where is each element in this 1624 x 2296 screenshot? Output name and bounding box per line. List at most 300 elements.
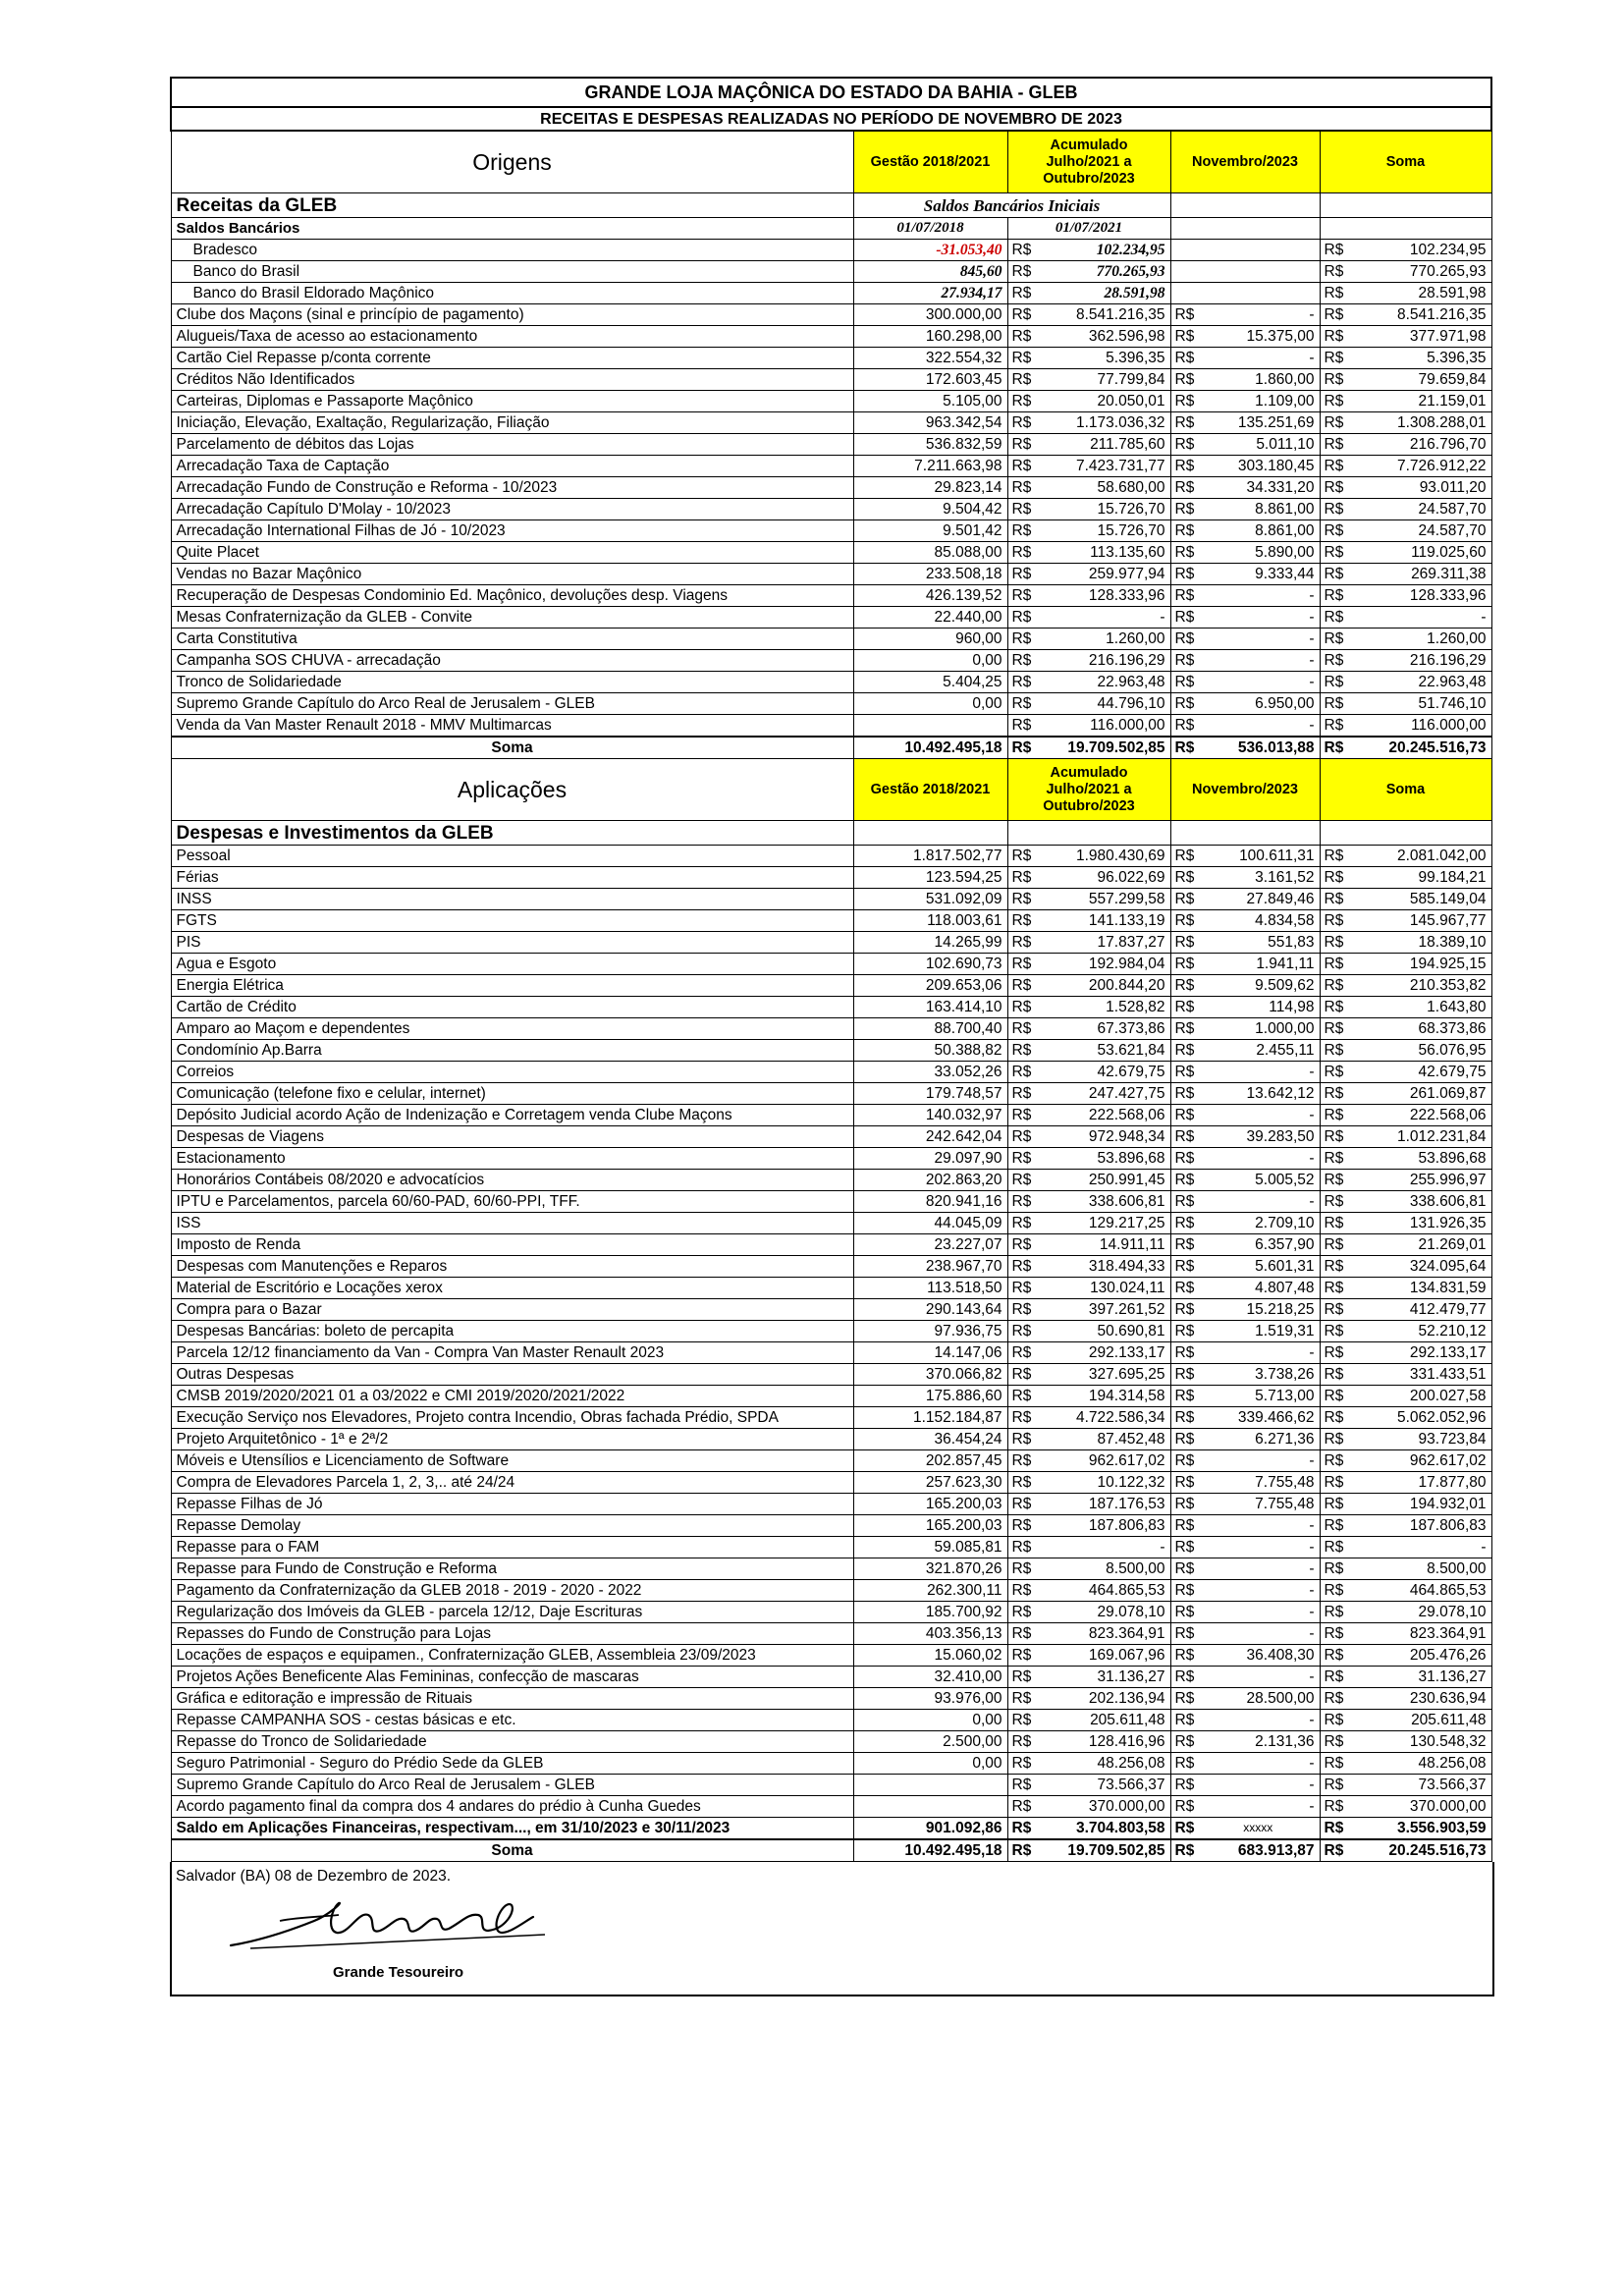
currency-symbol: R$: [1007, 1515, 1034, 1537]
receita-row: [171, 715, 1491, 738]
novembro-value: 39.283,50: [1197, 1126, 1320, 1148]
document-footer: [170, 1862, 1494, 1996]
currency-symbol: R$: [1007, 1537, 1034, 1558]
currency-symbol: R$: [1007, 1170, 1034, 1191]
novembro-value: 6.950,00: [1197, 693, 1320, 715]
soma-value: 51.746,10: [1346, 693, 1491, 715]
currency-symbol: R$: [1170, 1429, 1197, 1450]
gestao-value: 59.085,81: [853, 1537, 1007, 1558]
novembro-value: 9.333,44: [1197, 564, 1320, 585]
currency-symbol: R$: [1007, 1105, 1034, 1126]
novembro-value: -: [1197, 1062, 1320, 1083]
currency-symbol: R$: [1320, 520, 1346, 542]
currency-symbol: R$: [1320, 304, 1346, 326]
soma-value: 102.234,95: [1346, 240, 1491, 261]
currency-symbol: R$: [1320, 1234, 1346, 1256]
gestao-value: -31.053,40: [853, 240, 1007, 261]
currency-symbol: R$: [1320, 1731, 1346, 1753]
novembro-value: -: [1197, 629, 1320, 650]
origens-sum-row: [171, 737, 1491, 759]
acumulado-value: 5.396,35: [1034, 348, 1170, 369]
receita-row: [171, 585, 1491, 607]
signature: [221, 1891, 574, 1960]
currency-symbol: R$: [1170, 1256, 1197, 1278]
row-label: FGTS: [171, 910, 853, 932]
despesa-row: [171, 1213, 1491, 1234]
gestao-value: 1.817.502,77: [853, 846, 1007, 867]
acumulado-value: 53.896,68: [1034, 1148, 1170, 1170]
soma-value: 338.606,81: [1346, 1191, 1491, 1213]
currency-symbol: R$: [1170, 1731, 1197, 1753]
novembro-value: 15.375,00: [1197, 326, 1320, 348]
row-label: Clube dos Maçons (sinal e princípio de pagamento): [171, 304, 853, 326]
row-label: Repasse do Tronco de Solidariedade: [171, 1731, 853, 1753]
financial-statement: [170, 77, 1490, 1862]
novembro-value: 36.408,30: [1197, 1645, 1320, 1667]
soma-value: 119.025,60: [1346, 542, 1491, 564]
novembro-value: -: [1197, 1602, 1320, 1623]
row-label: Soma: [171, 1839, 853, 1862]
gestao-value: 403.356,13: [853, 1623, 1007, 1645]
soma-value: 585.149,04: [1346, 889, 1491, 910]
currency-symbol: R$: [1170, 1083, 1197, 1105]
soma-value: 377.971,98: [1346, 326, 1491, 348]
currency-symbol: R$: [1007, 369, 1034, 391]
soma-value: 1.260,00: [1346, 629, 1491, 650]
soma-value: 5.396,35: [1346, 348, 1491, 369]
currency-symbol: R$: [1320, 1126, 1346, 1148]
currency-symbol: R$: [1320, 1472, 1346, 1494]
gestao-value: 536.832,59: [853, 434, 1007, 456]
currency-symbol: R$: [1007, 607, 1034, 629]
acumulado-value: 362.596,98: [1034, 326, 1170, 348]
gestao-value: 0,00: [853, 693, 1007, 715]
currency-symbol: R$: [1320, 1062, 1346, 1083]
row-label: Arrecadação Capítulo D'Molay - 10/2023: [171, 499, 853, 520]
currency-symbol: R$: [1170, 304, 1197, 326]
currency-symbol: R$: [1320, 1040, 1346, 1062]
gestao-value: 179.748,57: [853, 1083, 1007, 1105]
currency-symbol: R$: [1007, 1234, 1034, 1256]
acumulado-value: 15.726,70: [1034, 499, 1170, 520]
currency-symbol: R$: [1320, 715, 1346, 738]
currency-symbol: R$: [1007, 1818, 1034, 1840]
currency-symbol: R$: [1320, 932, 1346, 954]
receita-row: [171, 499, 1491, 520]
soma-value: 1.643,80: [1346, 997, 1491, 1018]
currency-symbol: R$: [1320, 693, 1346, 715]
acumulado-value: 464.865,53: [1034, 1580, 1170, 1602]
novembro-value: 27.849,46: [1197, 889, 1320, 910]
currency-symbol: R$: [1320, 629, 1346, 650]
row-label: Cartão Ciel Repasse p/conta corrente: [171, 348, 853, 369]
novembro-value: 303.180,45: [1197, 456, 1320, 477]
gestao-value: 32.410,00: [853, 1667, 1007, 1688]
currency-symbol: R$: [1007, 1753, 1034, 1775]
receita-row: [171, 564, 1491, 585]
currency-symbol: R$: [1007, 1256, 1034, 1278]
soma-value: 20.245.516,73: [1346, 1839, 1491, 1862]
soma-value: 99.184,21: [1346, 867, 1491, 889]
soma-value: 770.265,93: [1346, 261, 1491, 283]
row-label: Supremo Grande Capítulo do Arco Real de Jerusalem - GLEB: [171, 1775, 853, 1796]
soma-value: 8.541.216,35: [1346, 304, 1491, 326]
soma-value: 210.353,82: [1346, 975, 1491, 997]
row-label: Repasses do Fundo de Construção para Lojas: [171, 1623, 853, 1645]
soma-value: 73.566,37: [1346, 1775, 1491, 1796]
novembro-value: 1.519,31: [1197, 1321, 1320, 1342]
despesa-row: [171, 1472, 1491, 1494]
currency-symbol: R$: [1007, 1645, 1034, 1667]
bank-row: [171, 240, 1491, 261]
gestao-value: 300.000,00: [853, 304, 1007, 326]
novembro-value: xxxxx: [1197, 1818, 1320, 1840]
row-label: Compra para o Bazar: [171, 1299, 853, 1321]
gestao-value: 36.454,24: [853, 1429, 1007, 1450]
row-label: Regularização dos Imóveis da GLEB - parcela 12/12, Daje Escrituras: [171, 1602, 853, 1623]
novembro-value: 114,98: [1197, 997, 1320, 1018]
despesa-row: [171, 1386, 1491, 1407]
currency-symbol: R$: [1170, 326, 1197, 348]
gestao-value: 321.870,26: [853, 1558, 1007, 1580]
gestao-value: 23.227,07: [853, 1234, 1007, 1256]
currency-symbol: R$: [1170, 1321, 1197, 1342]
soma-value: 18.389,10: [1346, 932, 1491, 954]
currency-symbol: R$: [1007, 1062, 1034, 1083]
acumulado-value: 972.948,34: [1034, 1126, 1170, 1148]
currency-symbol: R$: [1170, 1753, 1197, 1775]
currency-symbol: R$: [1007, 932, 1034, 954]
soma-value: 1.308.288,01: [1346, 412, 1491, 434]
despesa-row: [171, 932, 1491, 954]
currency-symbol: R$: [1007, 1148, 1034, 1170]
row-label: Carteiras, Diplomas e Passaporte Maçônico: [171, 391, 853, 412]
soma-value: 3.556.903,59: [1346, 1818, 1491, 1840]
currency-symbol: R$: [1170, 1105, 1197, 1126]
row-label: Quite Placet: [171, 542, 853, 564]
acumulado-value: 770.265,93: [1034, 261, 1170, 283]
acumulado-value: 14.911,11: [1034, 1234, 1170, 1256]
novembro-value: -: [1197, 607, 1320, 629]
currency-symbol: R$: [1007, 348, 1034, 369]
soma-value: 292.133,17: [1346, 1342, 1491, 1364]
row-label: Repasse Filhas de Jó: [171, 1494, 853, 1515]
acumulado-value: 29.078,10: [1034, 1602, 1170, 1623]
soma-value: 464.865,53: [1346, 1580, 1491, 1602]
despesa-row: [171, 1515, 1491, 1537]
currency-symbol: R$: [1007, 1364, 1034, 1386]
currency-symbol: R$: [1170, 997, 1197, 1018]
gestao-value: 165.200,03: [853, 1494, 1007, 1515]
novembro-value: 28.500,00: [1197, 1688, 1320, 1710]
currency-symbol: R$: [1007, 867, 1034, 889]
currency-symbol: R$: [1007, 1472, 1034, 1494]
acumulado-value: 96.022,69: [1034, 867, 1170, 889]
gestao-value: 44.045,09: [853, 1213, 1007, 1234]
novembro-value: 9.509,62: [1197, 975, 1320, 997]
receita-row: [171, 650, 1491, 672]
row-label: Recuperação de Despesas Condominio Ed. Maçônico, devoluções desp. Viagens: [171, 585, 853, 607]
acumulado-value: 194.314,58: [1034, 1386, 1170, 1407]
currency-symbol: R$: [1007, 1602, 1034, 1623]
acumulado-value: 141.133,19: [1034, 910, 1170, 932]
gestao-value: 10.492.495,18: [853, 1839, 1007, 1862]
receita-row: [171, 520, 1491, 542]
novembro-value: -: [1197, 1796, 1320, 1818]
currency-symbol: R$: [1007, 283, 1034, 304]
gestao-value: 160.298,00: [853, 326, 1007, 348]
despesa-row: [171, 1796, 1491, 1818]
gestao-value: 5.105,00: [853, 391, 1007, 412]
gestao-value: 93.976,00: [853, 1688, 1007, 1710]
currency-symbol: R$: [1007, 997, 1034, 1018]
despesa-row: [171, 1364, 1491, 1386]
despesa-row: [171, 1170, 1491, 1191]
currency-symbol: R$: [1170, 1018, 1197, 1040]
acumulado-value: 19.709.502,85: [1034, 737, 1170, 759]
currency-symbol: R$: [1170, 1494, 1197, 1515]
row-label: Mesas Confraternização da GLEB - Convite: [171, 607, 853, 629]
gestao-value: 209.653,06: [853, 975, 1007, 997]
despesa-row: [171, 1753, 1491, 1775]
col-soma-header: Soma: [1320, 759, 1491, 821]
currency-symbol: R$: [1320, 261, 1346, 283]
currency-symbol: R$: [1170, 585, 1197, 607]
novembro-value: 551,83: [1197, 932, 1320, 954]
novembro-value: 1.109,00: [1197, 391, 1320, 412]
currency-symbol: R$: [1320, 607, 1346, 629]
currency-symbol: R$: [1170, 672, 1197, 693]
acumulado-value: 19.709.502,85: [1034, 1839, 1170, 1862]
currency-symbol: R$: [1007, 1710, 1034, 1731]
currency-symbol: R$: [1170, 1342, 1197, 1364]
currency-symbol: R$: [1007, 520, 1034, 542]
row-label: Despesas Bancárias: boleto de percapita: [171, 1321, 853, 1342]
acumulado-value: -: [1034, 607, 1170, 629]
currency-symbol: R$: [1007, 889, 1034, 910]
saldos-bancarios-label: Saldos Bancários: [171, 218, 853, 240]
acumulado-value: 17.837,27: [1034, 932, 1170, 954]
receita-row: [171, 607, 1491, 629]
novembro-value: -: [1197, 1558, 1320, 1580]
despesa-row: [171, 1148, 1491, 1170]
currency-symbol: R$: [1007, 910, 1034, 932]
currency-symbol: R$: [1170, 412, 1197, 434]
row-label: Repasse para Fundo de Construção e Reforma: [171, 1558, 853, 1580]
currency-symbol: R$: [1007, 1796, 1034, 1818]
row-label: Outras Despesas: [171, 1364, 853, 1386]
date-2018: 01/07/2018: [853, 218, 1007, 240]
acumulado-value: 53.621,84: [1034, 1040, 1170, 1062]
currency-symbol: R$: [1170, 520, 1197, 542]
novembro-value: 5.713,00: [1197, 1386, 1320, 1407]
soma-value: 17.877,80: [1346, 1472, 1491, 1494]
novembro-value: 2.709,10: [1197, 1213, 1320, 1234]
gestao-value: 163.414,10: [853, 997, 1007, 1018]
row-label: Locações de espaços e equipamen., Confraternização GLEB, Assembleia 23/09/2023: [171, 1645, 853, 1667]
despesa-row: [171, 997, 1491, 1018]
despesa-row: [171, 1688, 1491, 1710]
novembro-value: -: [1197, 715, 1320, 738]
acumulado-value: 7.423.731,77: [1034, 456, 1170, 477]
despesa-row: [171, 1040, 1491, 1062]
currency-symbol: R$: [1170, 1386, 1197, 1407]
soma-value: 261.069,87: [1346, 1083, 1491, 1105]
novembro-value: 34.331,20: [1197, 477, 1320, 499]
col-gestao-header: Gestão 2018/2021: [853, 131, 1007, 193]
currency-symbol: R$: [1320, 1558, 1346, 1580]
row-label: Iniciação, Elevação, Exaltação, Regularização, Filiação: [171, 412, 853, 434]
col-soma-header: Soma: [1320, 131, 1491, 193]
gestao-value: 426.139,52: [853, 585, 1007, 607]
despesa-row: [171, 1234, 1491, 1256]
acumulado-value: 557.299,58: [1034, 889, 1170, 910]
receita-row: [171, 477, 1491, 499]
soma-value: 5.062.052,96: [1346, 1407, 1491, 1429]
novembro-value: 4.807,48: [1197, 1278, 1320, 1299]
soma-value: 194.932,01: [1346, 1494, 1491, 1515]
receita-row: [171, 326, 1491, 348]
row-label: Banco do Brasil Eldorado Maçônico: [171, 283, 853, 304]
currency-symbol: R$: [1320, 1580, 1346, 1602]
receita-row: [171, 542, 1491, 564]
soma-value: 216.196,29: [1346, 650, 1491, 672]
acumulado-value: 211.785,60: [1034, 434, 1170, 456]
acumulado-value: 259.977,94: [1034, 564, 1170, 585]
despesa-row: [171, 1775, 1491, 1796]
novembro-value: 5.890,00: [1197, 542, 1320, 564]
currency-symbol: R$: [1170, 1191, 1197, 1213]
novembro-value: 5.005,52: [1197, 1170, 1320, 1191]
novembro-value: -: [1197, 585, 1320, 607]
soma-value: 56.076,95: [1346, 1040, 1491, 1062]
currency-symbol: R$: [1007, 650, 1034, 672]
currency-symbol: R$: [1007, 477, 1034, 499]
soma-value: 269.311,38: [1346, 564, 1491, 585]
soma-value: -: [1346, 607, 1491, 629]
currency-symbol: R$: [1007, 1213, 1034, 1234]
currency-symbol: R$: [1320, 1407, 1346, 1429]
soma-value: 194.925,15: [1346, 954, 1491, 975]
currency-symbol: R$: [1007, 737, 1034, 759]
currency-symbol: R$: [1170, 564, 1197, 585]
currency-symbol: R$: [1320, 326, 1346, 348]
currency-symbol: R$: [1007, 954, 1034, 975]
empty-cell: [1170, 240, 1320, 261]
currency-symbol: R$: [1007, 975, 1034, 997]
currency-symbol: R$: [1007, 564, 1034, 585]
receita-row: [171, 304, 1491, 326]
currency-symbol: R$: [1320, 434, 1346, 456]
gestao-value: 7.211.663,98: [853, 456, 1007, 477]
novembro-value: 339.466,62: [1197, 1407, 1320, 1429]
currency-symbol: R$: [1170, 1580, 1197, 1602]
currency-symbol: R$: [1170, 1710, 1197, 1731]
soma-value: 21.269,01: [1346, 1234, 1491, 1256]
currency-symbol: R$: [1170, 456, 1197, 477]
row-label: Venda da Van Master Renault 2018 - MMV Multimarcas: [171, 715, 853, 738]
acumulado-value: 113.135,60: [1034, 542, 1170, 564]
currency-symbol: R$: [1170, 477, 1197, 499]
row-label: Arrecadação International Filhas de Jó - 10/2023: [171, 520, 853, 542]
currency-symbol: R$: [1320, 1018, 1346, 1040]
gestao-value: 290.143,64: [853, 1299, 1007, 1321]
currency-symbol: R$: [1170, 1602, 1197, 1623]
currency-symbol: R$: [1170, 737, 1197, 759]
currency-symbol: R$: [1320, 1515, 1346, 1537]
despesa-row: [171, 1126, 1491, 1148]
novembro-value: 7.755,48: [1197, 1472, 1320, 1494]
signatory-role: Grande Tesoureiro: [333, 1964, 464, 1981]
acumulado-value: 67.373,86: [1034, 1018, 1170, 1040]
col-gestao-header: Gestão 2018/2021: [853, 759, 1007, 821]
acumulado-value: 31.136,27: [1034, 1667, 1170, 1688]
acumulado-value: 222.568,06: [1034, 1105, 1170, 1126]
currency-symbol: R$: [1007, 1494, 1034, 1515]
currency-symbol: R$: [1007, 1688, 1034, 1710]
saldo-aplicacoes-row: [171, 1818, 1491, 1840]
acumulado-value: 87.452,48: [1034, 1429, 1170, 1450]
currency-symbol: R$: [1007, 1407, 1034, 1429]
currency-symbol: R$: [1320, 1602, 1346, 1623]
despesa-row: [171, 1407, 1491, 1429]
row-label: Repasse CAMPANHA SOS - cestas básicas e etc.: [171, 1710, 853, 1731]
document-subtitle: RECEITAS E DESPESAS REALIZADAS NO PERÍODO DE NOVEMBRO DE 2023: [171, 107, 1491, 131]
soma-value: 230.636,94: [1346, 1688, 1491, 1710]
row-label: ISS: [171, 1213, 853, 1234]
novembro-value: -: [1197, 1753, 1320, 1775]
despesa-row: [171, 1278, 1491, 1299]
currency-symbol: R$: [1007, 240, 1034, 261]
currency-symbol: R$: [1007, 326, 1034, 348]
currency-symbol: R$: [1170, 693, 1197, 715]
gestao-value: 202.857,45: [853, 1450, 1007, 1472]
soma-value: 93.011,20: [1346, 477, 1491, 499]
currency-symbol: R$: [1320, 1429, 1346, 1450]
currency-symbol: R$: [1007, 261, 1034, 283]
gestao-value: 257.623,30: [853, 1472, 1007, 1494]
gestao-value: [853, 715, 1007, 738]
acumulado-value: 3.704.803,58: [1034, 1818, 1170, 1840]
acumulado-value: 28.591,98: [1034, 283, 1170, 304]
gestao-value: 113.518,50: [853, 1278, 1007, 1299]
soma-value: 79.659,84: [1346, 369, 1491, 391]
row-label: Energia Elétrica: [171, 975, 853, 997]
despesa-row: [171, 1537, 1491, 1558]
currency-symbol: R$: [1320, 1667, 1346, 1688]
despesa-row: [171, 1558, 1491, 1580]
currency-symbol: R$: [1007, 1126, 1034, 1148]
currency-symbol: R$: [1170, 1667, 1197, 1688]
row-label: Acordo pagamento final da compra dos 4 andares do prédio à Cunha Guedes: [171, 1796, 853, 1818]
soma-value: 31.136,27: [1346, 1667, 1491, 1688]
novembro-value: -: [1197, 1623, 1320, 1645]
row-label: Amparo ao Maçom e dependentes: [171, 1018, 853, 1040]
row-label: Arrecadação Fundo de Construção e Reforma - 10/2023: [171, 477, 853, 499]
novembro-value: 4.834,58: [1197, 910, 1320, 932]
acumulado-value: 1.173.036,32: [1034, 412, 1170, 434]
currency-symbol: R$: [1007, 1342, 1034, 1364]
soma-value: 52.210,12: [1346, 1321, 1491, 1342]
row-label: Parcela 12/12 financiamento da Van - Compra Van Master Renault 2023: [171, 1342, 853, 1364]
novembro-value: -: [1197, 672, 1320, 693]
currency-symbol: R$: [1320, 1342, 1346, 1364]
despesa-row: [171, 1623, 1491, 1645]
soma-value: 53.896,68: [1346, 1148, 1491, 1170]
currency-symbol: R$: [1320, 650, 1346, 672]
row-label: Imposto de Renda: [171, 1234, 853, 1256]
currency-symbol: R$: [1170, 1537, 1197, 1558]
